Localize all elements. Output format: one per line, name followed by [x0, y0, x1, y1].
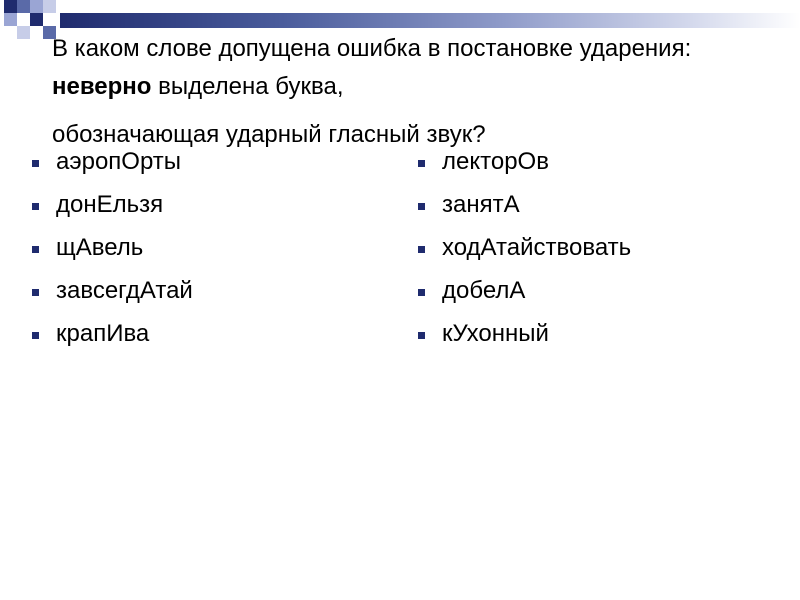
header-gradient-bar [60, 13, 800, 28]
question-part1: В каком слове допущена ошибка в постановке ударения: [52, 35, 692, 62]
list-item-text: щАвель [56, 234, 144, 261]
decor-square [30, 0, 43, 13]
list-item [30, 147, 193, 190]
decor-square [43, 0, 56, 13]
list-item [416, 190, 631, 233]
answer-list-left [30, 147, 193, 362]
list-item [416, 276, 631, 319]
square-bullet-icon [32, 289, 39, 296]
square-bullet-icon [32, 203, 39, 210]
list-item-text: донЕльзя [56, 191, 164, 218]
list-item [416, 233, 631, 276]
square-bullet-icon [418, 160, 425, 167]
decor-square [30, 13, 43, 26]
list-item-text: добелА [442, 277, 526, 304]
list-item-text: лекторОв [442, 148, 549, 175]
decor-square [17, 26, 30, 39]
decor-square [17, 0, 30, 13]
list-item-text: ходАтайствовать [442, 234, 632, 261]
square-bullet-icon [32, 160, 39, 167]
list-item [30, 319, 193, 362]
list-item [30, 233, 193, 276]
list-item [30, 190, 193, 233]
list-item-text: крапИва [56, 320, 150, 347]
list-item [30, 276, 193, 319]
answer-list-right [416, 147, 631, 362]
question-emphasis: неверно [52, 73, 152, 100]
square-bullet-icon [32, 246, 39, 253]
decor-square [4, 13, 17, 26]
list-item-text: завсегдАтай [56, 277, 193, 304]
question-part2: выделена буква, [151, 73, 344, 100]
list-item-text: занятА [442, 191, 520, 218]
square-bullet-icon [418, 203, 425, 210]
list-item [416, 319, 631, 362]
square-bullet-icon [32, 332, 39, 339]
list-item [416, 147, 631, 190]
list-item-text: аэропОрты [56, 148, 182, 175]
square-bullet-icon [418, 332, 425, 339]
question-line3: обозначающая ударный гласный звук? [52, 121, 486, 148]
question-text [52, 30, 752, 154]
square-bullet-icon [418, 246, 425, 253]
decor-square [4, 0, 17, 13]
square-bullet-icon [418, 289, 425, 296]
list-item-text: кУхонный [442, 320, 549, 347]
